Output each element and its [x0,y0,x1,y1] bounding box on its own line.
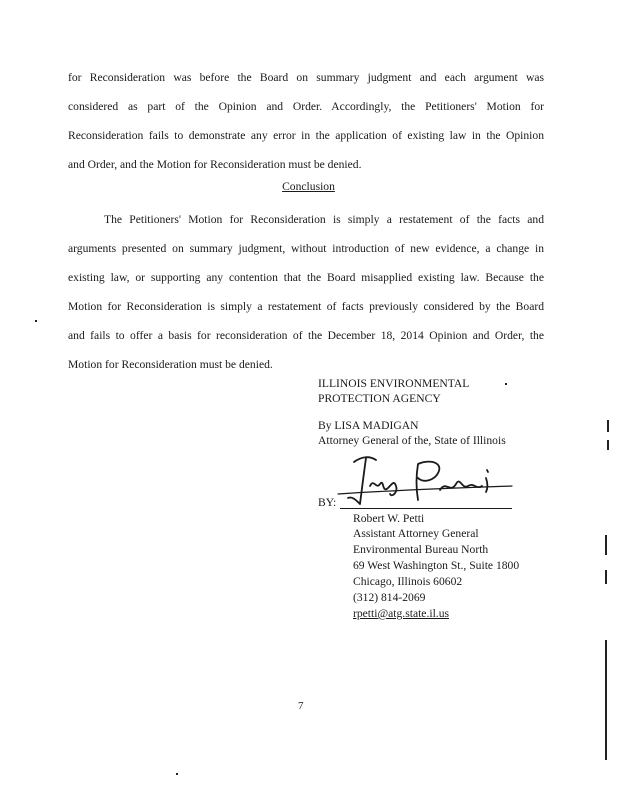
attorney-general-title: Attorney General of the, State of Illinois [318,434,506,447]
scan-mark [607,440,609,450]
text-line: The Petitioners' Motion for Reconsideration is simply a restatement of the facts and [104,213,544,226]
scan-mark [505,383,507,385]
attorney-general-by-line: By LISA MADIGAN [318,419,419,432]
text-line: for Reconsideration was before the Board on summary judgment and each argument was [68,71,544,84]
scan-mark [605,570,607,584]
text-line: existing law, or supporting any contention that the Board misapplied existing law. Because the [68,271,544,284]
text-line: arguments presented on summary judgment, without introduction of new evidence, a change in [68,242,544,255]
signer-phone: (312) 814-2069 [353,591,426,604]
scan-mark [35,320,37,322]
signer-bureau: Environmental Bureau North [353,543,489,556]
scan-mark [607,420,609,432]
text-line: considered as part of the Opinion and Order. Accordingly, the Petitioners' Motion for [68,100,544,113]
signer-address-line2: Chicago, Illinois 60602 [353,575,463,588]
conclusion-heading: Conclusion [282,180,335,193]
handwritten-signature [336,450,516,512]
signer-email: rpetti@atg.state.il.us [353,607,449,620]
paragraph-1 [68,63,544,179]
agency-name-line1: ILLINOIS ENVIRONMENTAL [318,377,470,390]
by-label: BY: [318,496,337,509]
text-line: and Order, and the Motion for Reconsideration must be denied. [68,158,362,171]
agency-name-line2: PROTECTION AGENCY [318,392,441,405]
text-line: Reconsideration fails to demonstrate any error in the application of existing law in the Opinion [68,129,544,142]
text-line: Motion for Reconsideration must be denied. [68,358,273,371]
signer-title: Assistant Attorney General [353,527,479,540]
scan-mark [605,535,607,555]
signer-name: Robert W. Petti [353,512,425,525]
paragraph-2 [68,205,544,379]
text-line: Motion for Reconsideration is simply a restatement of facts previously considered by the Board [68,300,544,313]
signature-line [340,508,512,509]
scan-mark [176,773,178,775]
text-line: and fails to offer a basis for reconsideration of the December 18, 2014 Opinion and Order, the [68,329,544,342]
scan-mark [605,640,607,760]
signer-address-line1: 69 West Washington St., Suite 1800 [353,559,520,572]
page-number: 7 [298,700,304,712]
